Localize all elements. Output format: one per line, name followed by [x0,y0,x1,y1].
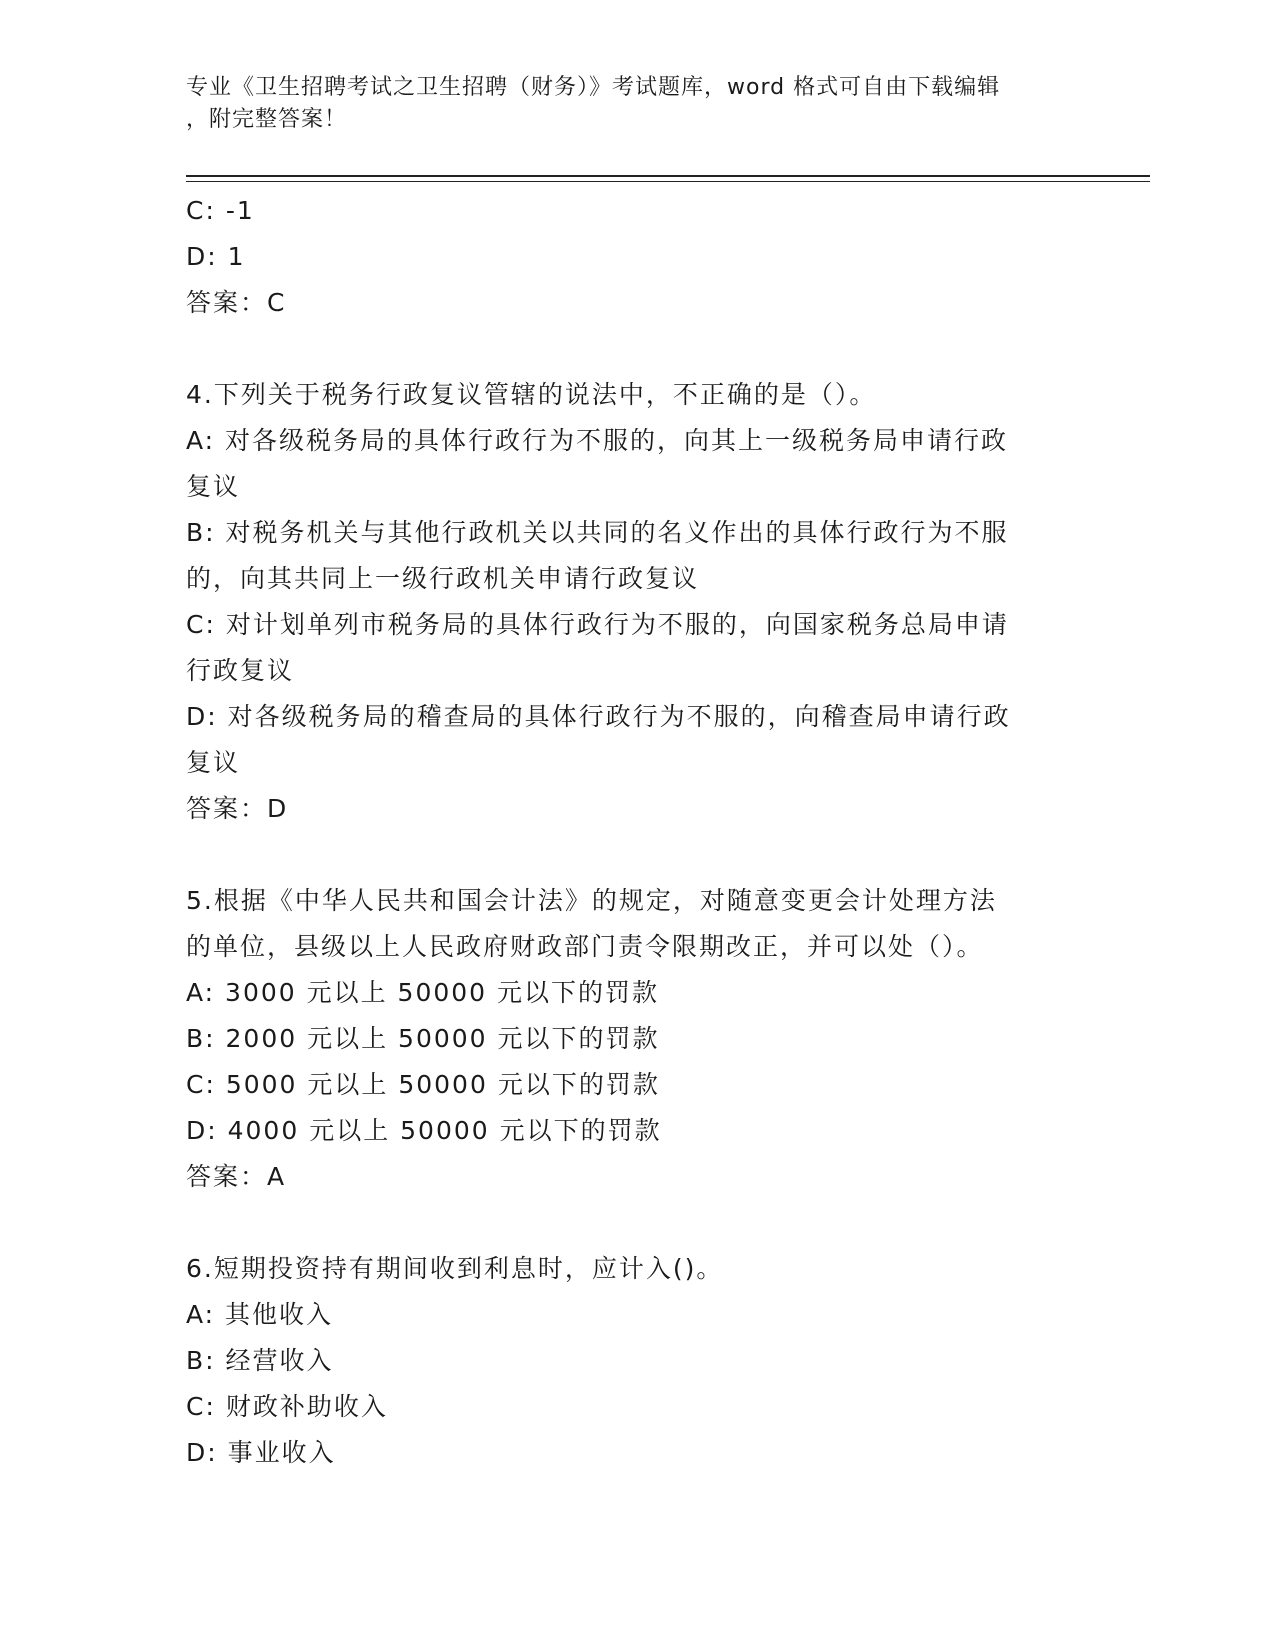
q5-option-a: A: 3000 元以上 50000 元以下的罚款 [186,978,660,1007]
spacer [186,326,1086,372]
q6-option-d: D: 事业收入 [186,1438,336,1467]
q4-option-b-line-1: B: 对税务机关与其他行政机关以共同的名义作出的具体行政行为不服 [186,518,1009,547]
q4-option-a-line-2: 复议 [186,472,241,501]
q5-option-b: B: 2000 元以上 50000 元以下的罚款 [186,1024,660,1053]
q6-option-c: C: 财政补助收入 [186,1392,388,1421]
q4-option-a-line-1: A: 对各级税务局的具体行政行为不服的，向其上一级税务局申请行政 [186,426,1009,455]
spacer [186,1200,1086,1246]
q4-option-c-line-1: C: 对计划单列市税务局的具体行政行为不服的，向国家税务总局申请 [186,610,1009,639]
page-header [186,72,1086,136]
q5-option-c: C: 5000 元以上 50000 元以下的罚款 [186,1070,660,1099]
q5-answer: 答案：A [186,1162,287,1191]
q4-answer: 答案：D [186,794,289,823]
header-rule-thin [186,181,1150,182]
header-rule-thick [186,175,1150,177]
prev-option-c: C: -1 [186,196,255,225]
q6-stem: 6.短期投资持有期间收到利息时，应计入()。 [186,1254,724,1283]
q4-option-d-line-1: D: 对各级税务局的稽查局的具体行政行为不服的，向稽查局申请行政 [186,702,1011,731]
prev-answer: 答案：C [186,288,287,317]
prev-option-d: D: 1 [186,242,246,271]
q6-option-b: B: 经营收入 [186,1346,334,1375]
header-title-line-1: 专业《卫生招聘考试之卫生招聘（财务）》考试题库，word 格式可自由下载编辑 [186,75,1001,100]
q5-stem-line-1: 5.根据《中华人民共和国会计法》的规定，对随意变更会计处理方法 [186,886,997,915]
header-title-line-2: ，附完整答案！ [186,107,348,132]
q4-stem: 4.下列关于税务行政复议管辖的说法中，不正确的是（）。 [186,380,877,409]
q4-option-d-line-2: 复议 [186,748,241,777]
spacer [186,832,1086,878]
q4-option-b-line-2: 的，向其共同上一级行政机关申请行政复议 [186,564,700,593]
q6-option-a: A: 其他收入 [186,1300,334,1329]
q5-option-d: D: 4000 元以上 50000 元以下的罚款 [186,1116,662,1145]
q5-stem-line-2: 的单位，县级以上人民政府财政部门责令限期改正，并可以处（）。 [186,932,984,961]
question-content [186,188,1086,1476]
q4-option-c-line-2: 行政复议 [186,656,295,685]
